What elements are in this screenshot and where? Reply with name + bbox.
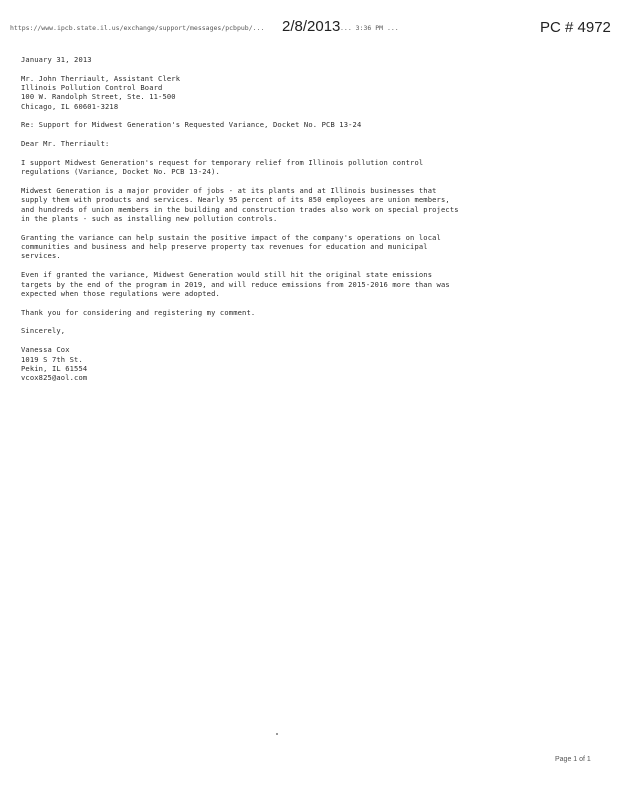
recipient-line: Mr. John Therriault, Assistant Clerk <box>21 73 181 83</box>
subject-text: Re: Support for Midwest Generation's Requested Variance, Docket No. PCB 13-24 <box>21 120 362 130</box>
paragraph-3 <box>21 233 596 261</box>
paragraph-2 <box>21 186 596 223</box>
recipient-address <box>21 74 596 111</box>
scan-speck <box>276 733 278 735</box>
page-number: Page 1 of 1 <box>555 756 591 763</box>
header-time: ... 3:36 PM ... <box>340 24 399 32</box>
header-date: 2/8/2013 <box>282 18 341 35</box>
signer-street: 1019 S 7th St. <box>21 354 83 364</box>
paragraph-line: communities and business and help preserve property tax revenues for education and municipal <box>21 242 428 252</box>
paragraph-5 <box>21 308 596 317</box>
letter-date <box>21 55 596 64</box>
paragraph-1 <box>21 158 596 177</box>
salutation <box>21 139 596 148</box>
paragraph-line: I support Midwest Generation's request for temporary relief from Illinois pollution control <box>21 158 424 168</box>
signer-email: vcox825@aol.com <box>21 373 88 383</box>
paragraph-line: Even if granted the variance, Midwest Generation would still hit the original state emissions <box>21 270 433 280</box>
recipient-line: 100 W. Randolph Street, Ste. 11-500 <box>21 92 176 102</box>
date-line: January 31, 2013 <box>21 55 92 64</box>
signer-name: Vanessa Cox <box>21 345 70 355</box>
paragraph-line: in the plants - such as installing new pollution controls. <box>21 214 278 224</box>
recipient-line: Chicago, IL 60601-3218 <box>21 101 119 111</box>
paragraph-line: expected when those regulations were adopted. <box>21 288 220 298</box>
header-url: https://www.ipcb.state.il.us/exchange/support/messages/pcbpub/... <box>10 24 265 32</box>
paragraph-line: Midwest Generation is a major provider of jobs - at its plants and at Illinois businesses that <box>21 186 437 196</box>
paragraph-4 <box>21 270 596 298</box>
pc-number: PC # 4972 <box>540 19 611 36</box>
letter-body <box>21 55 596 382</box>
paragraph-line: supply them with products and services. Nearly 95 percent of its 850 employees are union members, <box>21 195 450 205</box>
closing <box>21 326 596 335</box>
paragraph-line: services. <box>21 251 61 261</box>
fax-header <box>10 18 610 42</box>
salutation-text: Dear Mr. Therriault: <box>21 139 110 149</box>
paragraph-line: regulations (Variance, Docket No. PCB 13-24). <box>21 167 220 177</box>
signature-block <box>21 345 596 382</box>
paragraph-line: Granting the variance can help sustain the positive impact of the company's operations on local <box>21 232 441 242</box>
closing-text: Sincerely, <box>21 326 66 336</box>
paragraph-line: targets by the end of the program in 2019, and will reduce emissions from 2015-2016 more than was <box>21 279 450 289</box>
paragraph-line: and hundreds of union members in the building and construction trades also work on special projects <box>21 204 459 214</box>
paragraph-line: Thank you for considering and registering my comment. <box>21 307 256 317</box>
signer-city: Pekin, IL 61554 <box>21 363 88 373</box>
subject-line <box>21 120 596 129</box>
recipient-line: Illinois Pollution Control Board <box>21 83 163 93</box>
